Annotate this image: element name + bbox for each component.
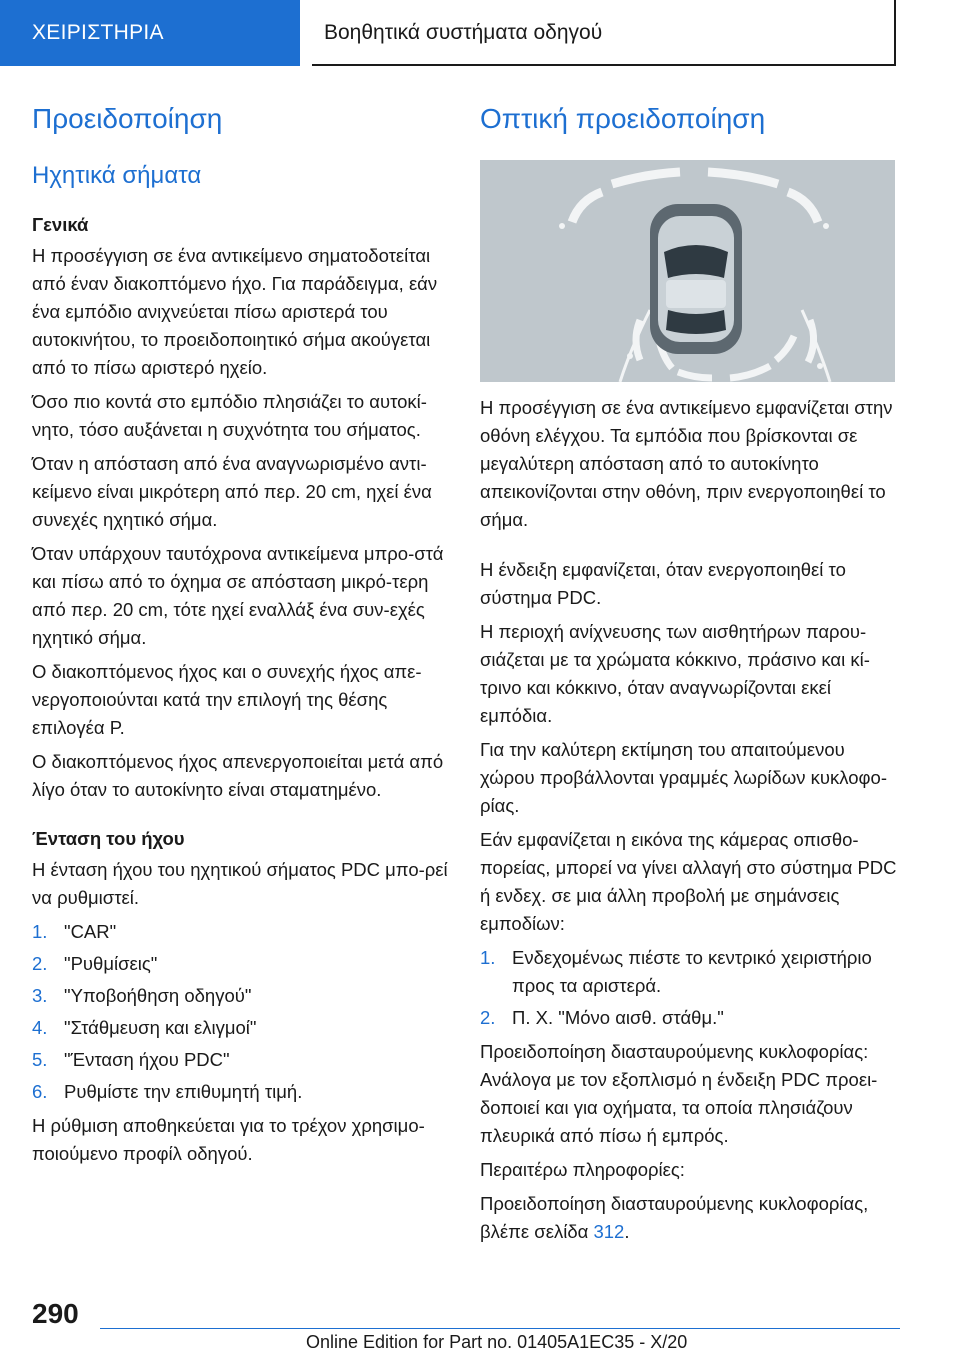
general-heading: Γενικά bbox=[32, 214, 89, 235]
step-number: 6. bbox=[32, 1081, 48, 1102]
paragraph: Περαιτέρω πληροφορίες: bbox=[480, 1159, 685, 1180]
reference-text: Προειδοποίηση διασταυρούμενης κυκλοφορίας, βλέπε σελίδα bbox=[480, 1193, 869, 1242]
closing-text: Η ρύθμιση αποθηκεύεται για το τρέχον χρησιμο-ποιούμενο προφίλ οδηγού. bbox=[32, 1115, 425, 1164]
list-item bbox=[32, 950, 452, 978]
warning-title: Προειδοποίηση bbox=[32, 103, 223, 134]
edition-footer: Online Edition for Part no. 01405A1EC35 - X/20 bbox=[306, 1332, 688, 1352]
paragraph: Η περιοχή ανίχνευσης των αισθητήρων παρου-σιάζεται με τα χρώματα κόκκινο, πράσινο και κί-τρινο και κόκκινο, όταν αναγνωρίζονται εκεί εμπόδια. bbox=[480, 621, 870, 726]
paragraph: Ο διακοπτόμενος ήχος απενεργοποιείται μετά από λίγο όταν το αυτοκίνητο είναι σταματημένο. bbox=[32, 751, 444, 800]
paragraph: Η προσέγγιση σε ένα αντικείμενο σηματοδοτείται από έναν διακοπτόμενο ήχο. Για παράδειγμα, εάν ένα εμπόδιο ανιχνεύεται πίσω αριστερά του αυτοκινήτου, το προειδοποιητικό σήμα ακούγεται από το πίσω αριστερό ηχείο. bbox=[32, 245, 438, 378]
page-reference-link[interactable]: 312 bbox=[593, 1221, 625, 1242]
acoustic-signals-title: Ηχητικά σήματα bbox=[32, 162, 202, 189]
step-number: 2. bbox=[32, 953, 48, 974]
reference-end: . bbox=[624, 1221, 630, 1242]
paragraph: Εάν εμφανίζεται η εικόνα της κάμερας οπισθο-πορείας, μπορεί να γίνει αλλαγή στο σύστημα PDC ή ενδεχ. σε μια άλλη προβολή με σημάνσεις εμποδίων: bbox=[480, 829, 897, 934]
reference-paragraph bbox=[480, 1190, 900, 1246]
paragraph: Όταν η απόσταση από ένα αναγνωρισμένο αντι-κείμενο είναι μικρότερη από περ. 20 cm, ηχεί ένα συνεχές ηχητικό σήμα. bbox=[32, 453, 432, 530]
paragraph: Προειδοποίηση διασταυρούμενης κυκλοφορίας: Ανάλογα με τον εξοπλισμό η ένδειξη PDC προει-δοποιεί και για οχήματα, τα οποία πλησιάζουν πλευρικά από πίσω ή εμπρός. bbox=[480, 1041, 878, 1146]
volume-heading: Ένταση του ήχου bbox=[32, 828, 185, 849]
list-item bbox=[32, 918, 452, 946]
paragraph: Για την καλύτερη εκτίμηση του απαιτούμενου χώρου προβάλλονται γραμμές λωρίδων κυκλοφο-ρίας. bbox=[480, 739, 887, 816]
car-top-view bbox=[650, 204, 742, 354]
list-item bbox=[32, 1078, 452, 1106]
volume-text: Η ένταση ήχου του ηχητικού σήματος PDC μπο-ρεί να ρυθμιστεί. bbox=[32, 859, 448, 908]
step-text: "Υποβοήθηση οδηγού" bbox=[64, 985, 252, 1006]
list-item bbox=[32, 1014, 452, 1042]
left-column bbox=[32, 100, 452, 1174]
footer-divider bbox=[100, 1328, 900, 1329]
step-number: 5. bbox=[32, 1049, 48, 1070]
right-column bbox=[480, 100, 900, 1252]
step-number: 1. bbox=[32, 921, 48, 942]
chapter-tab: ΧΕΙΡΙΣΤΗΡΙΑ bbox=[0, 0, 300, 66]
list-item bbox=[480, 944, 900, 1000]
paragraph: Όταν υπάρχουν ταυτόχρονα αντικείμενα μπρο-στά και πίσω από το όχημα σε απόσταση μικρό-τερη από περ. 20 cm, τότε ηχεί εναλλάξ ένα συν-εχές ηχητικό σήμα. bbox=[32, 543, 444, 648]
step-text: Ενδεχομένως πιέστε το κεντρικό χειριστήριο προς τα αριστερά. bbox=[512, 947, 872, 996]
step-number: 2. bbox=[480, 1007, 496, 1028]
step-text: "CAR" bbox=[64, 921, 117, 942]
step-number: 3. bbox=[32, 985, 48, 1006]
paragraph: Ο διακοπτόμενος ήχος και ο συνεχής ήχος απε-νεργοποιούνται κατά την επιλογή της θέσης επιλογέα P. bbox=[32, 661, 422, 738]
list-item bbox=[32, 982, 452, 1010]
pdc-display-illustration bbox=[480, 160, 895, 382]
list-item bbox=[480, 1004, 900, 1032]
camera-steps bbox=[480, 944, 900, 1032]
step-text: "Στάθμευση και ελιγμοί" bbox=[64, 1017, 257, 1038]
step-number: 4. bbox=[32, 1017, 48, 1038]
page-number: 290 bbox=[32, 1298, 79, 1329]
step-text: "Ρυθμίσεις" bbox=[64, 953, 158, 974]
list-item bbox=[32, 1046, 452, 1074]
step-text: Π. Χ. "Μόνο αισθ. στάθμ." bbox=[512, 1007, 724, 1028]
paragraph: Η προσέγγιση σε ένα αντικείμενο εμφανίζεται στην οθόνη ελέγχου. Τα εμπόδια που βρίσκονται σε μεγαλύτερη απόσταση από το αυτοκίνητο απεικονίζονται στην οθόνη, πριν ενεργοποιηθεί το σήμα. bbox=[480, 397, 893, 530]
visual-warning-title: Οπτική προειδοποίηση bbox=[480, 103, 766, 134]
step-number: 1. bbox=[480, 947, 496, 968]
step-text: "Ένταση ήχου PDC" bbox=[64, 1049, 230, 1070]
volume-steps bbox=[32, 918, 452, 1106]
paragraph: Όσο πιο κοντά στο εμπόδιο πλησιάζει το αυτοκί-νητο, τόσο αυξάνεται η συχνότητα του σήματος. bbox=[32, 391, 427, 440]
paragraph: Η ένδειξη εμφανίζεται, όταν ενεργοποιηθεί το σύστημα PDC. bbox=[480, 559, 846, 608]
section-title: Βοηθητικά συστήματα οδηγού bbox=[312, 0, 896, 66]
step-text: Ρυθμίστε την επιθυμητή τιμή. bbox=[64, 1081, 303, 1102]
